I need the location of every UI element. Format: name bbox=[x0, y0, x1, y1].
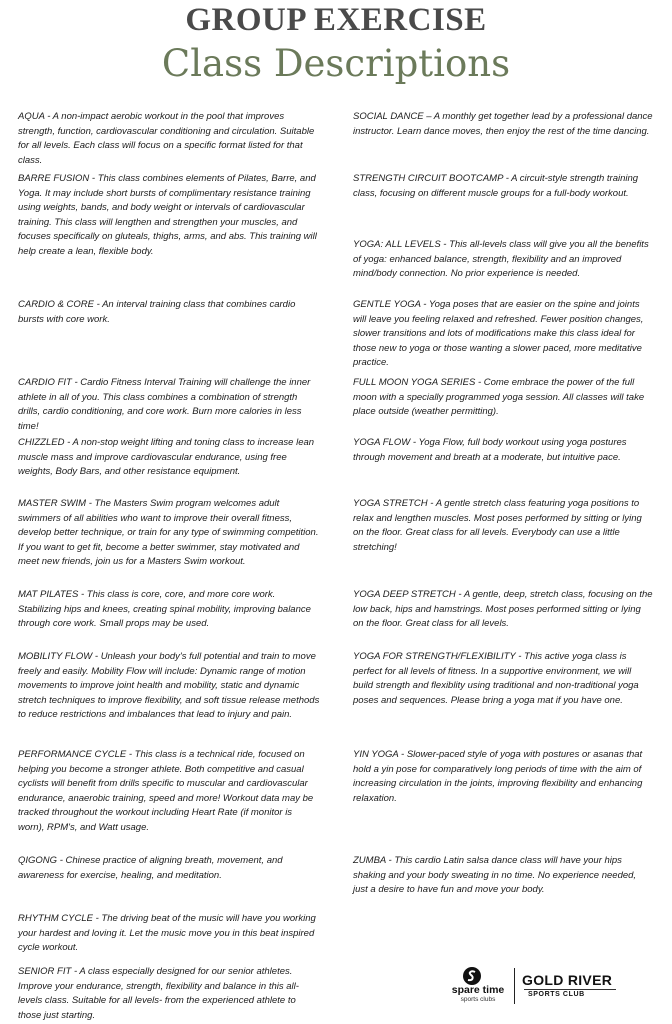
class-performance-cycle: PERFORMANCE CYCLE - This class is a technical ride, focused on helping you become a stronger athlete. Both competitive and casual cyclists will benefit from drills specific to muscular and cardiovascular endurance, anaerobic training, speed and more! Workout data may be tracked throughout the workout including Heart Rate (if monitor is worn), RPM's, and Watt usage. bbox=[18, 749, 314, 833]
class-cardio-core: CARDIO & CORE - An interval training class that combines cardio bursts with core work. bbox=[18, 299, 296, 325]
class-social-dance: SOCIAL DANCE – A monthly get together lead by a professional dance instructor. Learn dance moves, then enjoy the rest of the time dancing. bbox=[353, 111, 653, 137]
page-subtitle: Class Descriptions bbox=[161, 42, 511, 85]
class-zumba: ZUMBA - This cardio Latin salsa dance class will have your hips shaking and your body sweating in no time. No experience needed, just a desire to have fun and move your body. bbox=[353, 855, 637, 895]
class-yin-yoga: YIN YOGA - Slower-paced style of yoga with postures or asanas that hold a yin pose for comparatively long periods of time with the aim of increasing circulation in the joints, improving flexibility and enhancing relaxation. bbox=[353, 749, 643, 804]
class-full-moon-yoga-series: FULL MOON YOGA SERIES - Come embrace the power of the full moon with a specially programmed yoga session. All classes will take place outside (weather permitting). bbox=[353, 377, 645, 417]
club-logos bbox=[448, 966, 628, 1006]
class-cardio-fit: CARDIO FIT - Cardio Fitness Interval Training will challenge the inner athlete in all of you. This class combines a combination of strength drills, cardio conditioning, and core work. Burn more calories in less time! bbox=[18, 377, 311, 432]
class-master-swim: MASTER SWIM - The Masters Swim program welcomes adult swimmers of all abilities who want to improve their overall fitness, develop better technique, or train for any type of swimming competition. If you want to get fit, become a better swimmer, stay motivated and meet new friends, join us for a Masters Swim workout. bbox=[18, 498, 319, 567]
page-title: GROUP EXERCISE bbox=[185, 2, 487, 38]
class-rhythm-cycle: RHYTHM CYCLE - The driving beat of the music will have you working your hardest and loving it. Let the music move you in this beat inspired cycle workout. bbox=[18, 913, 316, 953]
gold-river-logo-rule bbox=[524, 989, 616, 990]
class-strength-circuit-bootcamp: STRENGTH CIRCUIT BOOTCAMP - A circuit-style strength training class, focusing on different muscle groups for a full-body workout. bbox=[353, 173, 639, 199]
class-yoga-all-levels: YOGA: ALL LEVELS - This all-levels class will give you all the benefits of yoga: enhanced balance, strength, flexibility and an improved mind/body connection. No prior experience is needed. bbox=[353, 239, 649, 279]
class-senior-fit: SENIOR FIT - A class especially designed for our senior athletes. Improve your endurance, strength, flexibility and balance in this all-levels class. Suitable for all levels- from the experienced athlete to those just starting. bbox=[18, 966, 299, 1021]
gold-river-logo-text: GOLD RIVER bbox=[522, 972, 613, 988]
class-yoga-strength-flexibility: YOGA FOR STRENGTH/FLEXIBILITY - This active yoga class is perfect for all levels of fitness. In a supportive environment, we will build strength and flexiblity using traditional and non-traditional yoga poses and sequences. Please bring a yoga mat if you have one. bbox=[353, 651, 639, 706]
class-mat-pilates: MAT PILATES - This class is core, core, and more core work. Stabilizing hips and knees, creating spinal mobility, improving balance through core work. Small props may be used. bbox=[18, 589, 311, 629]
class-chizzled: CHIZZLED - A non-stop weight lifting and toning class to increase lean muscle mass and improve cardiovascular endurance, using free weights, Body Bars, and other resistance equipment. bbox=[18, 437, 315, 477]
class-yoga-stretch: YOGA STRETCH - A gentle stretch class featuring yoga positions to relax and lengthen muscles. Most poses performed by sitting or lying on the floor. Great class for all levels. Everybody can use a little stretching! bbox=[353, 498, 642, 553]
logo-divider bbox=[514, 968, 515, 1004]
class-barre-fusion: BARRE FUSION - This class combines elements of Pilates, Barre, and Yoga. It may include short bursts of complimentary resistance training using weights, bands, and body weight or intervals of cardiovascular training. This class will lengthen and strengthen your muscles, and focuses specifically on gluteals, thighs, arms, and abs. This training will help create a lean, flexible body. bbox=[18, 173, 317, 257]
gold-river-logo-subtext: SPORTS CLUB bbox=[528, 991, 585, 998]
spare-time-logo-text: spare time bbox=[451, 984, 505, 996]
class-aqua: AQUA - A non-impact aerobic workout in the pool that improves strength, function, cardiovascular conditioning and circulation. Suitable for all levels. Each class will focus on a specific format listed for that class. bbox=[18, 111, 315, 166]
spare-time-logo-subtext: sports clubs bbox=[460, 996, 496, 1003]
spare-time-logo-icon bbox=[462, 966, 482, 986]
class-qigong: QIGONG - Chinese practice of aligning breath, movement, and awareness for exercise, healing, and meditation. bbox=[18, 855, 283, 881]
class-yoga-deep-stretch: YOGA DEEP STRETCH - A gentle, deep, stretch class, focusing on the low back, hips and hamstrings. Most poses performed sitting or lying on the floor. Great class for all levels. bbox=[353, 589, 653, 629]
class-yoga-flow: YOGA FLOW - Yoga Flow, full body workout using yoga postures through movement and breath at a moderate, but intuitive pace. bbox=[353, 437, 627, 463]
class-mobility-flow: MOBILITY FLOW - Unleash your body's full potential and train to move freely and easily. Mobility Flow will include: Dynamic range of motion movements to improve joint health and mobility, static and dynamic stretch techniques to improve flexibility, and soft tissue release methods to reduce restrictions and imbalances that lead to injury and pain. bbox=[18, 651, 320, 720]
class-gentle-yoga: GENTLE YOGA - Yoga poses that are easier on the spine and joints will leave you feeling relaxed and refreshed. Fewer position changes, slower transitions and lots of modifications make this class ideal for those new to yoga or those wanting a slower paced, more meditative practice. bbox=[353, 299, 644, 368]
